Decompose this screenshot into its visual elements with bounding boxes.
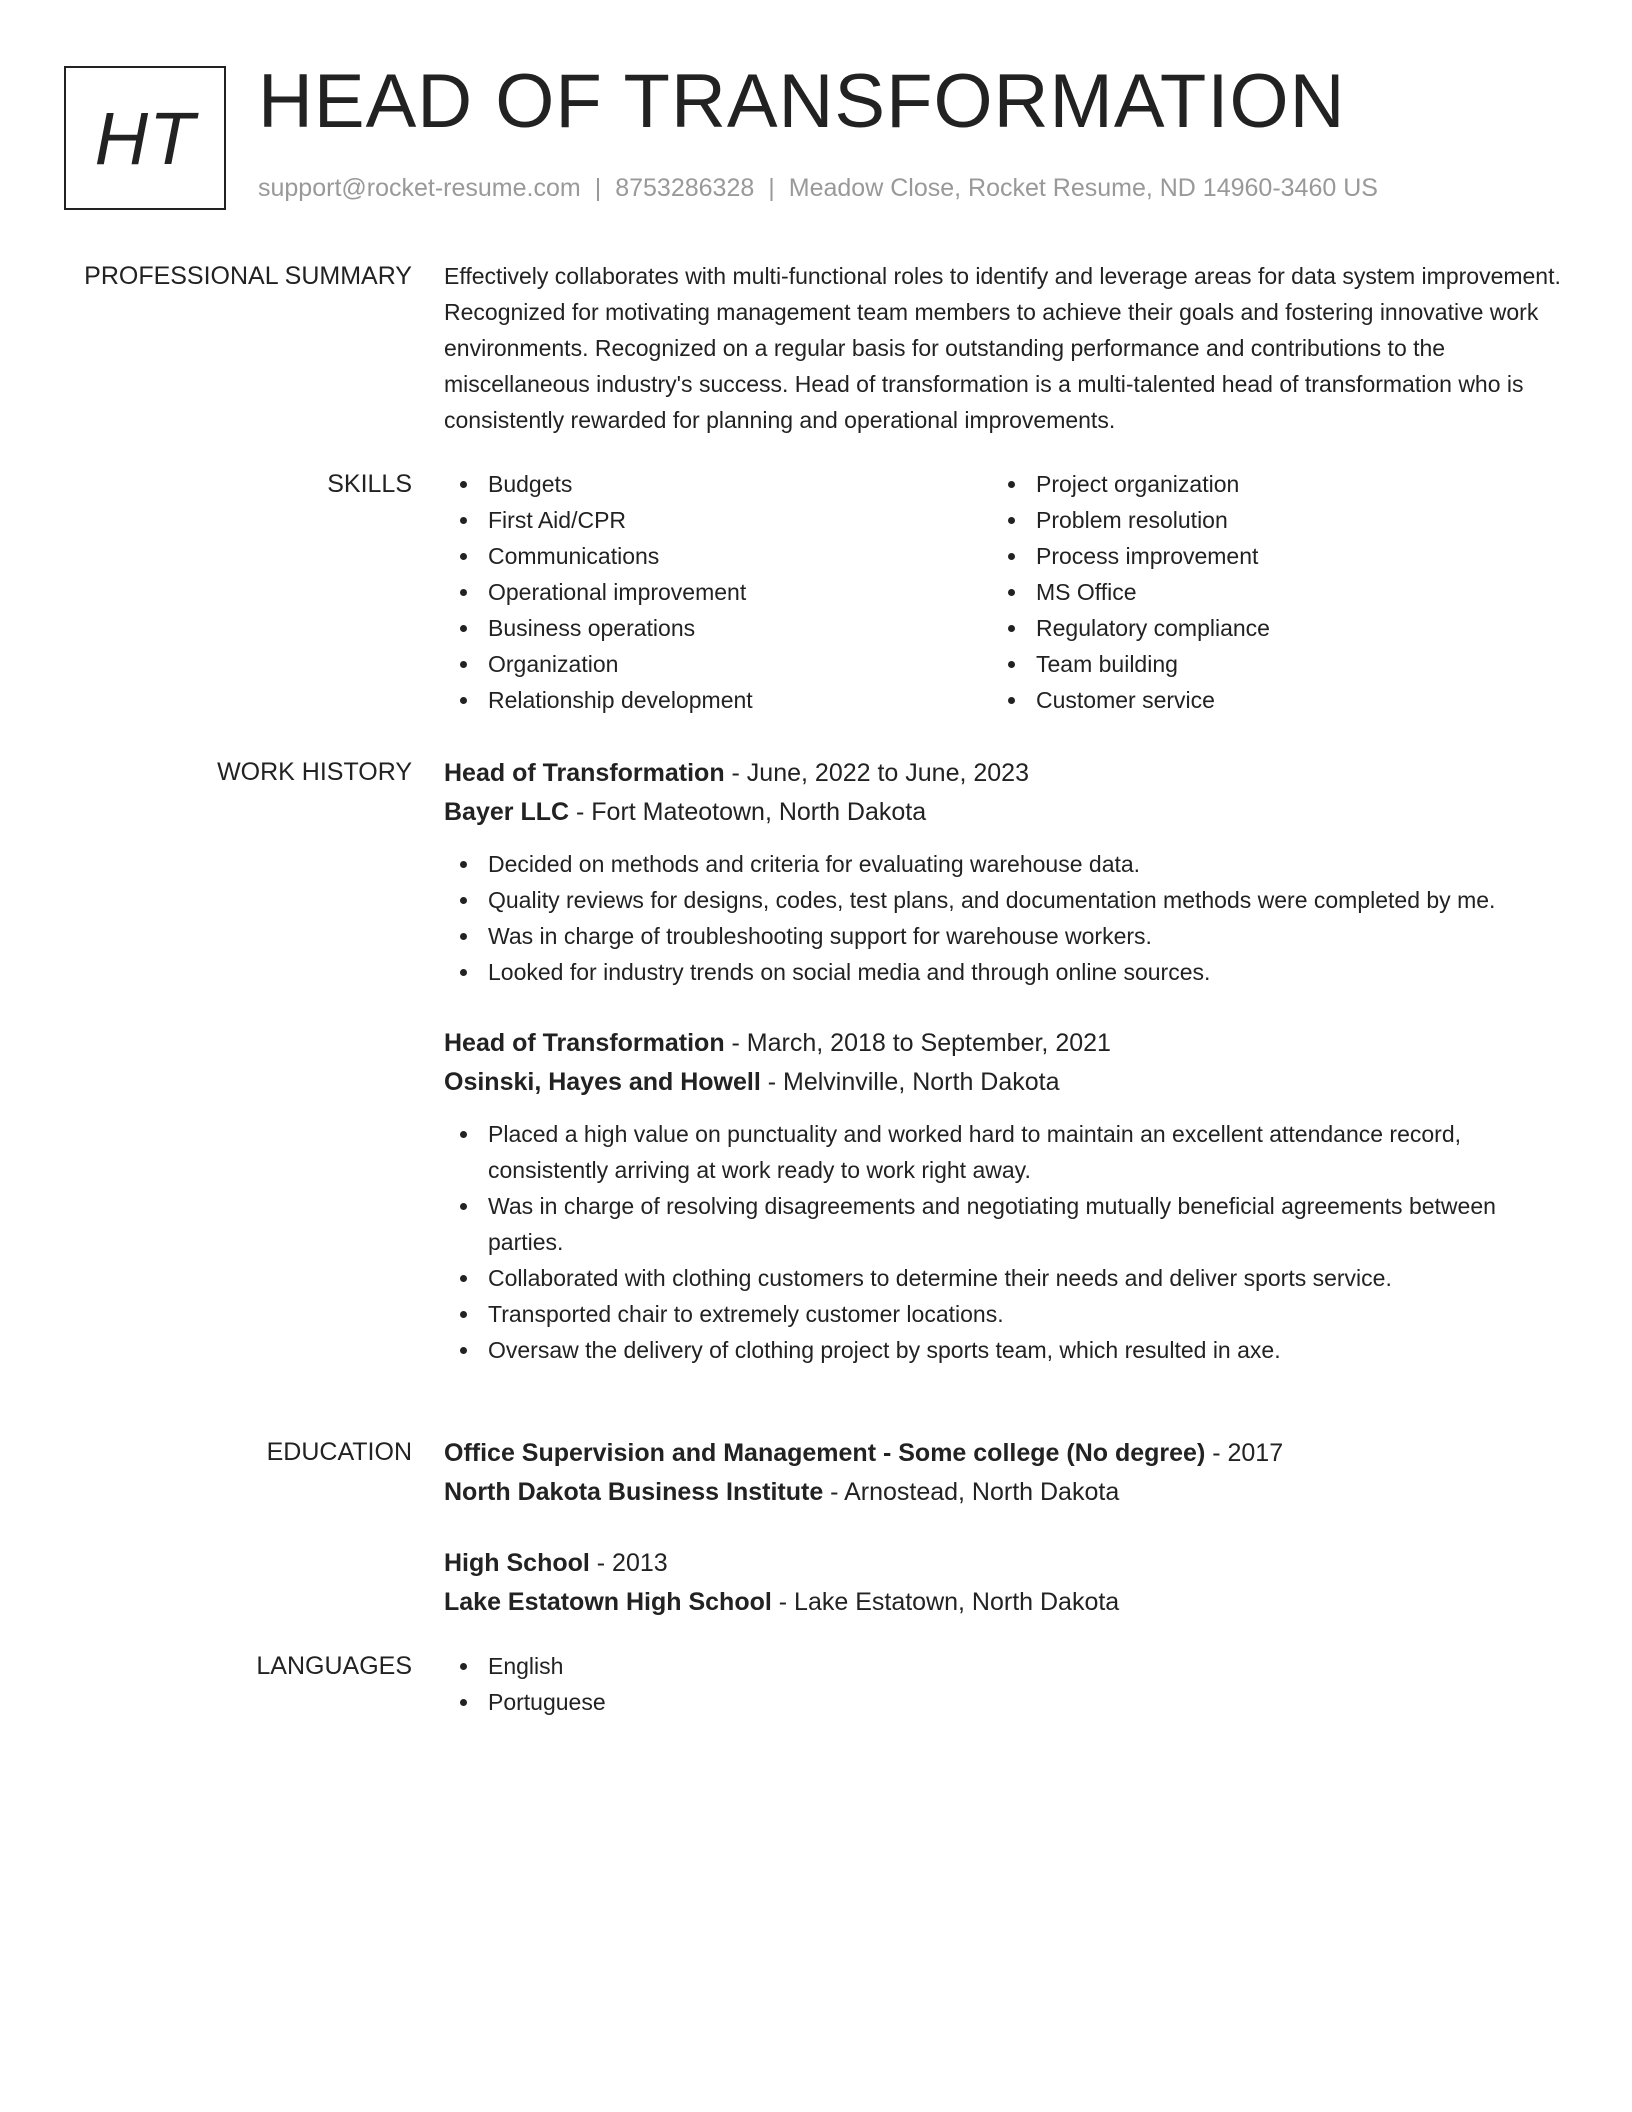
job-bullet: Transported chair to extremely customer locations. (444, 1296, 1564, 1332)
resume-header (64, 59, 1564, 210)
job-bullet: Was in charge of resolving disagreements and negotiating mutually beneficial agreements between parties. (444, 1188, 1564, 1260)
education-degree: Office Supervision and Management - Some college (No degree) (444, 1439, 1206, 1467)
skill-item: Team building (992, 646, 1540, 682)
education-school-line (444, 1583, 1564, 1622)
job-location: - Fort Mateotown, North Dakota (569, 798, 927, 826)
education-degree-line (444, 1434, 1564, 1473)
skill-item: Problem resolution (992, 502, 1540, 538)
job-title: Head of Transformation (444, 759, 725, 787)
contact-separator: | (594, 174, 602, 202)
summary-text: Effectively collaborates with multi-functional roles to identify and leverage areas for data system improvement. Recognized for motivating management team members to achieve their goals and fostering innovative work environments. Recognized on a regular basis for outstanding performance and contributions to the miscellaneous industry's success. Head of transformation is a multi-talented head of transformation who is consistently rewarded for planning and operational improvements. (444, 263, 1561, 433)
skill-item: Customer service (992, 682, 1540, 718)
job-bullet: Decided on methods and criteria for evaluating warehouse data. (444, 846, 1564, 882)
education-school: North Dakota Business Institute (444, 1478, 824, 1506)
job-dates: - March, 2018 to September, 2021 (724, 1029, 1111, 1057)
skill-item: Regulatory compliance (992, 610, 1540, 646)
contact-email: support@rocket-resume.com (258, 174, 581, 202)
language-item: English (444, 1648, 1564, 1684)
job-bullet: Oversaw the delivery of clothing project by sports team, which resulted in axe. (444, 1332, 1564, 1368)
job-company-line (444, 1063, 1564, 1102)
education-entry (444, 1544, 1564, 1622)
contact-phone: 8753286328 (615, 174, 755, 202)
job-entry (444, 754, 1564, 990)
education-degree-line (444, 1544, 1564, 1583)
work-history-heading: WORK HISTORY (217, 758, 412, 786)
contact-line (258, 174, 1378, 203)
job-bullet: Was in charge of troubleshooting support for warehouse workers. (444, 918, 1564, 954)
monogram-initials: HT (94, 96, 196, 180)
monogram-box (64, 66, 226, 210)
skills-heading: SKILLS (327, 470, 412, 498)
education-location: - Arnostead, North Dakota (823, 1478, 1120, 1506)
job-location: - Melvinville, North Dakota (760, 1068, 1060, 1096)
skill-item: Business operations (444, 610, 992, 646)
education-degree: High School (444, 1549, 590, 1577)
resume-title: HEAD OF TRANSFORMATION (258, 59, 1346, 144)
job-title: Head of Transformation (444, 1029, 725, 1057)
skill-item: Operational improvement (444, 574, 992, 610)
skill-item: Process improvement (992, 538, 1540, 574)
skills-column-left (444, 466, 992, 718)
skill-item: MS Office (992, 574, 1540, 610)
skill-item: First Aid/CPR (444, 502, 992, 538)
education-location: - Lake Estatown, North Dakota (771, 1588, 1120, 1616)
summary-heading: PROFESSIONAL SUMMARY (84, 262, 412, 290)
job-company: Osinski, Hayes and Howell (444, 1068, 761, 1096)
skill-item: Organization (444, 646, 992, 682)
job-dates: - June, 2022 to June, 2023 (724, 759, 1029, 787)
job-bullet: Placed a high value on punctuality and worked hard to maintain an excellent attendance record, consistently arriving at work ready to work right away. (444, 1116, 1564, 1188)
education-heading: EDUCATION (266, 1438, 412, 1466)
skill-item: Project organization (992, 466, 1540, 502)
skills-column-right (992, 466, 1540, 718)
education-year: - 2017 (1205, 1439, 1284, 1467)
skill-item: Communications (444, 538, 992, 574)
job-bullet: Collaborated with clothing customers to determine their needs and deliver sports service. (444, 1260, 1564, 1296)
languages-heading: LANGUAGES (256, 1652, 412, 1680)
language-item: Portuguese (444, 1684, 1564, 1720)
education-entry (444, 1434, 1564, 1512)
contact-address: Meadow Close, Rocket Resume, ND 14960-3460 US (788, 174, 1378, 202)
job-entry (444, 1024, 1564, 1368)
skill-item: Budgets (444, 466, 992, 502)
education-school: Lake Estatown High School (444, 1588, 772, 1616)
job-company-line (444, 793, 1564, 832)
job-title-line (444, 754, 1564, 793)
contact-separator: | (768, 174, 775, 202)
skill-item: Relationship development (444, 682, 992, 718)
job-company: Bayer LLC (444, 798, 570, 826)
job-bullet: Quality reviews for designs, codes, test plans, and documentation methods were completed by me. (444, 882, 1564, 918)
education-year: - 2013 (589, 1549, 668, 1577)
job-bullet: Looked for industry trends on social media and through online sources. (444, 954, 1564, 990)
job-title-line (444, 1024, 1564, 1063)
education-school-line (444, 1473, 1564, 1512)
